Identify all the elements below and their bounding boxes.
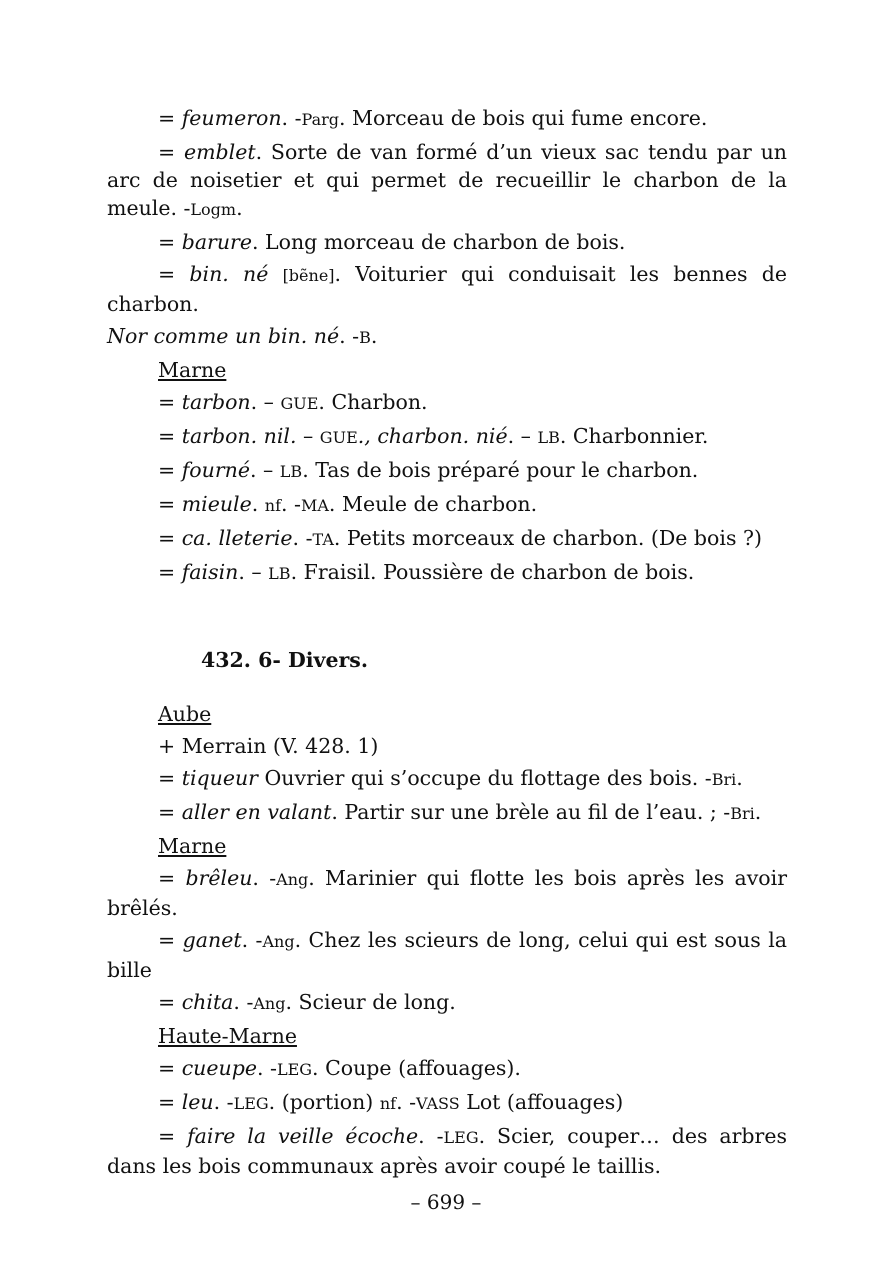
entry-definition: . Chez les scieurs de long, celui qui est sous la bille: [107, 928, 787, 982]
source-abbrev: Parg: [301, 110, 339, 129]
entry-text: =: [158, 990, 182, 1014]
entry-aller-en-valant: [107, 798, 787, 828]
entry-tiqueur: [107, 764, 787, 794]
page-number: – 699 –: [410, 1190, 482, 1214]
entry-merrain: [107, 732, 787, 760]
source-abbrev: TA: [312, 530, 334, 549]
entry-tarbon-nil: [107, 422, 787, 452]
entry-text: =: [158, 800, 182, 824]
entry-text: =: [158, 458, 182, 482]
entry-barure: [107, 228, 787, 256]
entry-text: . (portion): [268, 1090, 380, 1114]
entry-definition: . Tas de bois préparé pour le charbon.: [302, 458, 699, 482]
source-abbrev: GUE: [319, 428, 358, 447]
entry-definition: Lot (affouages): [459, 1090, 624, 1114]
headword: barure: [181, 230, 252, 254]
source-abbrev: VASS: [416, 1094, 460, 1113]
entry-text: . -: [256, 1056, 277, 1080]
entry-text: =: [158, 1056, 182, 1080]
entry-text: =: [158, 1124, 188, 1148]
entry-leu: [107, 1088, 787, 1118]
entry-text: =: [158, 424, 182, 448]
entry-text: . –: [249, 458, 280, 482]
pronunciation: [bẽne]: [282, 266, 335, 285]
source-abbrev: Ang: [253, 994, 286, 1013]
source-abbrev: LB: [268, 564, 291, 583]
entry-definition: Ouvrier qui s’occupe du flottage des bois. -: [257, 766, 712, 790]
example-line: [107, 322, 787, 352]
region-label: Marne: [158, 358, 227, 382]
entry-text: . -: [233, 990, 254, 1014]
entry-mieule: [107, 490, 787, 520]
headword: mieule: [181, 492, 252, 516]
entry-definition: . Charbon.: [318, 390, 428, 414]
entry-text: . -: [418, 1124, 444, 1148]
headword: leu: [181, 1090, 214, 1114]
headword: tiqueur: [181, 766, 258, 790]
region-label: Aube: [158, 702, 212, 726]
headword: feumeron: [181, 106, 282, 130]
source-abbrev: LEG: [276, 1060, 313, 1079]
headword: tarbon: [181, 390, 251, 414]
headword: tarbon. nil.: [181, 424, 297, 448]
entry-definition: . Fraisil. Poussière de charbon de bois.: [290, 560, 695, 584]
entry-text: . –: [507, 424, 538, 448]
entry-definition: . Sorte de van formé d’un vieux sac tendu par un arc de noisetier et qui permet de recueillir le charbon de la meule. -: [107, 140, 787, 220]
entry-definition: . Meule de charbon.: [328, 492, 538, 516]
grammar-abbrev: nf: [264, 496, 282, 515]
headword: bin. né: [189, 262, 269, 286]
entry-fourne: [107, 456, 787, 486]
entry-text: . -: [213, 1090, 234, 1114]
entry-text: =: [158, 526, 182, 550]
source-abbrev: Ang: [262, 932, 295, 951]
entry-feumeron: [107, 104, 787, 134]
headword: aller en valant: [181, 800, 332, 824]
entry-text: . -: [252, 866, 277, 890]
headword: faisin: [181, 560, 239, 584]
source-abbrev: LB: [279, 462, 303, 481]
page-body: [107, 104, 787, 1184]
headword: cueupe: [181, 1056, 257, 1080]
entry-definition: . Coupe (affouages).: [312, 1056, 521, 1080]
entry-definition: . Scier, couper… des arbres dans les bois communaux après avoir coupé le taillis.: [107, 1124, 787, 1178]
entry-text: =: [158, 492, 182, 516]
entry-text: =: [158, 866, 186, 890]
entry-definition: . Long morceau de charbon de bois.: [251, 230, 626, 254]
region-label: Haute-Marne: [158, 1024, 297, 1048]
headword: charbon. nié: [377, 424, 508, 448]
entry-breleu: [107, 864, 787, 922]
region-label: Marne: [158, 834, 227, 858]
entry-definition: . Charbonnier.: [559, 424, 709, 448]
entry-text: .: [736, 766, 743, 790]
entry-text: + Merrain (V. 428. 1): [158, 734, 379, 758]
region-heading-marne-2: [107, 832, 787, 860]
entry-emblet: [107, 138, 787, 224]
example-phrase: Nor comme un bin. né: [107, 324, 340, 348]
entry-text: . -: [396, 1090, 417, 1114]
entry-text: =: [158, 140, 184, 164]
entry-text: .: [370, 324, 378, 348]
region-heading-aube: [107, 700, 787, 728]
entry-text: –: [296, 424, 320, 448]
entry-tarbon: [107, 388, 787, 418]
entry-text: .: [236, 196, 243, 220]
headword: fourné: [181, 458, 250, 482]
entry-text: =: [158, 390, 182, 414]
entry-bin-ne: [107, 260, 787, 318]
source-abbrev: B: [359, 328, 371, 347]
source-abbrev: Ang: [276, 870, 309, 889]
headword: brêleu: [185, 866, 253, 890]
section-title: 432. 6- Divers.: [201, 648, 368, 672]
entry-cueupe: [107, 1054, 787, 1084]
entry-text: =: [158, 766, 182, 790]
headword: emblet: [183, 140, 256, 164]
grammar-abbrev: nf: [379, 1094, 397, 1113]
entry-text: . -: [281, 492, 301, 516]
headword: chita: [181, 990, 234, 1014]
entry-text: =: [158, 560, 182, 584]
entry-faisin: [107, 558, 787, 588]
region-heading-marne: [107, 356, 787, 384]
source-abbrev: LB: [537, 428, 560, 447]
source-abbrev: LEG: [233, 1094, 269, 1113]
headword: ganet: [182, 928, 242, 952]
entry-definition: . Scieur de long.: [285, 990, 456, 1014]
entry-ganet: [107, 926, 787, 984]
entry-faire-la-veille-ecoche: [107, 1122, 787, 1180]
entry-text: . -: [281, 106, 302, 130]
source-abbrev: Logm: [190, 200, 237, 219]
source-abbrev: Bri: [730, 804, 755, 823]
entry-text: =: [158, 928, 183, 952]
entry-text: .,: [357, 424, 378, 448]
entry-chita: [107, 988, 787, 1018]
entry-definition: . Marinier qui flotte les bois après les avoir brêlés.: [107, 866, 787, 920]
entry-text: . -: [292, 526, 313, 550]
entry-definition: . Voiturier qui conduisait les bennes de charbon.: [107, 262, 787, 316]
entry-definition: . Petits morceaux de charbon. (De bois ?): [333, 526, 762, 550]
entry-text: =: [158, 230, 182, 254]
entry-text: .: [754, 800, 762, 824]
entry-text: =: [158, 1090, 182, 1114]
entry-calleterie: [107, 524, 787, 554]
entry-text: =: [158, 262, 190, 286]
source-abbrev: MA: [300, 496, 329, 515]
entry-text: .: [251, 492, 265, 516]
source-abbrev: LEG: [443, 1128, 479, 1147]
entry-text: . –: [238, 560, 269, 584]
source-abbrev: Bri: [711, 770, 737, 789]
entry-definition: . Partir sur une brèle au fil de l’eau. ; -: [331, 800, 731, 824]
entry-text: [268, 262, 282, 286]
entry-definition: . Morceau de bois qui fume encore.: [339, 106, 708, 130]
source-abbrev: GUE: [280, 394, 319, 413]
entry-text: =: [158, 106, 182, 130]
entry-text: . -: [241, 928, 263, 952]
headword: faire la veille écoche: [187, 1124, 419, 1148]
headword: ca. lleterie: [181, 526, 293, 550]
entry-text: . -: [339, 324, 360, 348]
region-heading-haute-marne: [107, 1022, 787, 1050]
entry-text: . –: [250, 390, 281, 414]
